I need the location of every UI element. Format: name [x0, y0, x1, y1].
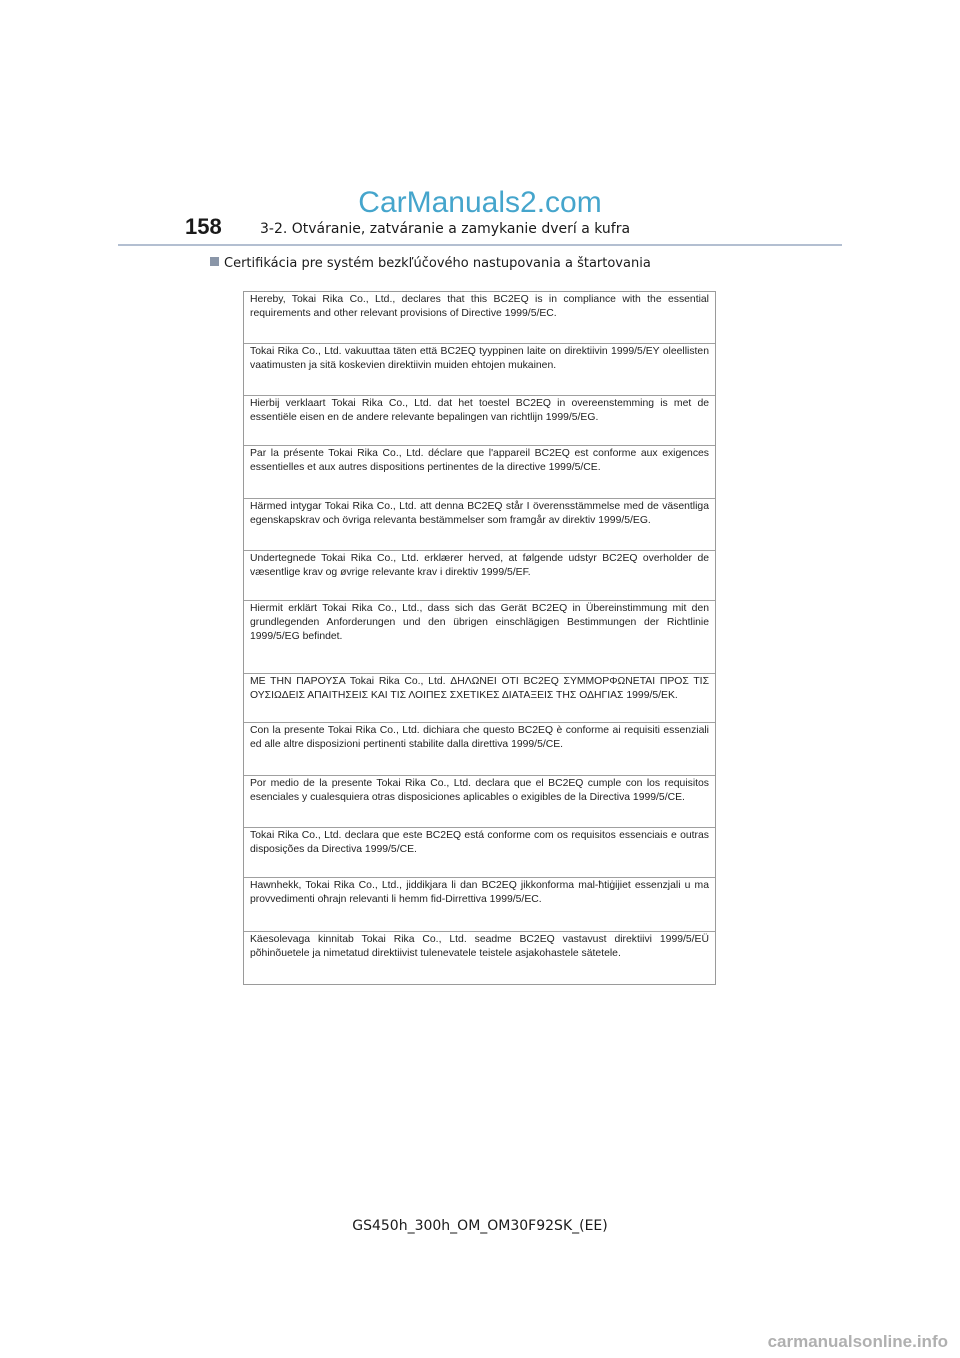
certification-row-english: Hereby, Tokai Rika Co., Ltd., declares that this BC2EQ is in compliance with the essential requirements and other relevant provisions of Directive 1999/5/EC. [244, 292, 715, 344]
watermark-carmanuals2: CarManuals2.com [358, 186, 602, 219]
footer-model-code: GS450h_300h_OM_OM30F92SK_(EE) [352, 1218, 608, 1234]
watermark-carmanualsonline: carmanualsonline.info [767, 1332, 948, 1351]
certification-row-french: Par la présente Tokai Rika Co., Ltd. déclare que l'appareil BC2EQ est conforme aux exigences essentielles et aux autres dispositions pertinentes de la directive 1999/5/CE. [244, 446, 715, 499]
square-bullet-icon [210, 257, 219, 266]
certification-row-italian: Con la presente Tokai Rika Co., Ltd. dichiara che questo BC2EQ è conforme ai requisiti essenziali ed alle altre disposizioni pertinenti stabilite dalla direttiva 1999/5/CE. [244, 723, 715, 776]
certification-row-dutch: Hierbij verklaart Tokai Rika Co., Ltd. dat het toestel BC2EQ in overeenstemming is met de essentiële eisen en de andere relevante bepalingen van richtlijn 1999/5/EG. [244, 396, 715, 446]
certification-row-finnish: Tokai Rika Co., Ltd. vakuuttaa täten että BC2EQ tyyppinen laite on direktiivin 1999/5/EY oleellisten vaatimusten ja sitä koskevien direktiivin muiden ehtojen mukainen. [244, 344, 715, 396]
header-divider [118, 244, 842, 246]
certification-row-spanish: Por medio de la presente Tokai Rika Co., Ltd. declara que el BC2EQ cumple con los requisitos esenciales y cualesquiera otras disposiciones aplicables o exigibles de la Directiva 1999/5/CE. [244, 776, 715, 828]
page-number: 158 [185, 214, 222, 239]
certification-table [243, 291, 716, 985]
section-heading [210, 256, 651, 271]
certification-row-portuguese: Tokai Rika Co., Ltd. declara que este BC2EQ está conforme com os requisitos essenciais e outras disposições da Directiva 1999/5/CE. [244, 828, 715, 878]
certification-row-danish: Undertegnede Tokai Rika Co., Ltd. erklærer herved, at følgende udstyr BC2EQ overholder de væsentlige krav og øvrige relevante krav i direktiv 1999/5/EF. [244, 551, 715, 601]
chapter-title: 3-2. Otváranie, zatváranie a zamykanie dverí a kufra [260, 221, 631, 237]
certification-row-swedish: Härmed intygar Tokai Rika Co., Ltd. att denna BC2EQ står I överensstämmelse med de väsentliga egenskapskrav och övriga relevanta bestämmelser som framgår av direktiv 1999/5/EG. [244, 499, 715, 551]
certification-row-estonian: Käesolevaga kinnitab Tokai Rika Co., Ltd. seadme BC2EQ vastavust direktiivi 1999/5/EÜ põhinõuetele ja nimetatud direktiivist tulenevatele teistele asjakohastele sätetele. [250, 934, 709, 959]
certification-row-german: Hiermit erklärt Tokai Rika Co., Ltd., dass sich das Gerät BC2EQ in Übereinstimmung mit den grundlegenden Anforderungen und den übrigen einschlägigen Bestimmungen der Richtlinie 1999/5/EG befindet. [244, 601, 715, 674]
section-heading-text: Certifikácia pre systém bezkľúčového nastupovania a štartovania [224, 256, 651, 271]
certification-row-maltese: Hawnhekk, Tokai Rika Co., Ltd., jiddikjara li dan BC2EQ jikkonforma mal-ħtiġijiet essenzjali u ma provvedimenti oħrajn relevanti li hemm fid-Dirrettiva 1999/5/EC. [244, 878, 715, 932]
certification-row-greek: ΜΕ ΤΗΝ ΠΑΡΟΥΣΑ Tokai Rika Co., Ltd. ΔΗΛΩΝΕΙ ΟΤΙ BC2EQ ΣΥΜΜΟΡΦΩΝΕΤΑΙ ΠΡΟΣ ΤΙΣ ΟΥΣΙΩΔΕΙΣ ΑΠΑΙΤΗΣΕΙΣ ΚΑΙ ΤΙΣ ΛΟΙΠΕΣ ΣΧΕΤΙΚΕΣ ΔΙΑΤΑΞΕΙΣ ΤΗΣ ΟΔΗΓΙΑΣ 1999/5/ΕΚ. [244, 674, 715, 723]
